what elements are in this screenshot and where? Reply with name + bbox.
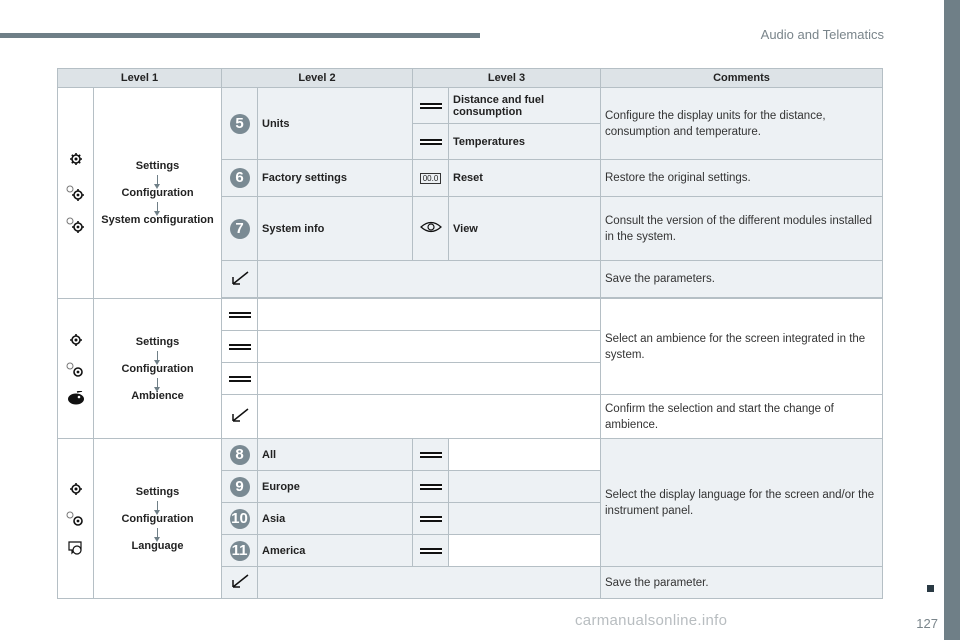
number-badge: 11 [230,541,250,561]
menu-bar-icon [420,139,442,145]
comment-factory: Restore the original settings. [601,160,883,197]
level3-distance: Distance and fuel consumption [449,88,601,124]
comment-units: Configure the display units for the distance, consumption and temperature. [601,88,883,160]
level1-path [94,439,222,599]
top-bar [0,33,480,38]
col-level2: Level 2 [222,69,413,88]
down-arrow-icon [157,351,158,361]
path-settings: Settings [135,485,180,498]
eye-icon [420,220,442,234]
col-level1: Level 1 [58,69,222,88]
double-gear-icon [65,510,87,528]
path-configuration: Configuration [121,187,194,199]
level1-icons [58,299,94,439]
page-number: 127 [916,616,938,631]
number-badge: 5 [230,114,250,134]
table-row [58,439,883,471]
gear-icon [69,152,83,166]
menu-bar-icon [420,516,442,522]
path-settings: Settings [135,335,180,348]
level1-path [94,88,222,299]
comment-confirm: Confirm the selection and start the change of ambience. [601,395,883,439]
level2-system-info: System info [258,197,413,261]
level3-temperatures: Temperatures [449,124,601,160]
path-configuration: Configuration [121,512,194,525]
number-badge: 9 [230,477,250,497]
menu-bar-icon [420,548,442,554]
double-gear-icon [65,361,87,379]
table-row [58,88,883,124]
path-ambience: Ambience [131,389,184,402]
col-level3: Level 3 [413,69,601,88]
level3-reset: Reset [449,160,601,197]
side-bar [944,0,960,640]
settings-table [57,68,883,599]
table-row [58,299,883,331]
level2-units: Units [258,88,413,160]
reset-icon: 00.0 [420,173,442,184]
comment-save-parameter: Save the parameter. [601,567,883,599]
double-gear-icon [65,216,87,234]
level3-view: View [449,197,601,261]
chapter-title: Audio and Telematics [760,27,884,42]
number-badge: 7 [230,219,250,239]
path-settings: Settings [135,160,180,172]
comment-language: Select the display language for the screen and/or the instrument panel. [601,439,883,567]
menu-bar-icon [229,344,251,350]
end-marker [927,585,934,592]
path-configuration: Configuration [121,362,194,375]
level2-asia: Asia [258,503,413,535]
number-badge: 10 [231,509,248,527]
menu-bar-icon [229,376,251,382]
comment-system-info: Consult the version of the different modules installed in the system. [601,197,883,261]
level1-icons [58,88,94,299]
level2-europe: Europe [258,471,413,503]
path-system-configuration: System configuration [101,214,214,226]
back-arrow-icon [230,270,250,286]
watermark: carmanualsonline.info [575,612,728,629]
gear-icon [69,482,83,496]
comment-save: Save the parameters. [601,261,883,298]
language-icon [67,540,85,556]
down-arrow-icon [157,175,158,185]
level2-america: America [258,535,413,567]
col-comments: Comments [601,69,883,88]
palette-icon [67,391,85,405]
down-arrow-icon [157,501,158,511]
level1-path [94,299,222,439]
comment-ambience: Select an ambience for the screen integrated in the system. [601,299,883,395]
menu-bar-icon [420,103,442,109]
menu-bar-icon [420,452,442,458]
level1-icons [58,439,94,599]
double-gear-icon [65,184,87,202]
gear-icon [69,333,83,347]
back-arrow-icon [230,407,250,423]
down-arrow-icon [157,528,158,538]
level2-all: All [258,439,413,471]
down-arrow-icon [157,202,158,212]
back-arrow-icon [230,573,250,589]
menu-bar-icon [420,484,442,490]
path-language: Language [131,539,184,552]
menu-bar-icon [229,312,251,318]
down-arrow-icon [157,378,158,388]
table-header [58,69,883,88]
number-badge: 6 [230,168,250,188]
number-badge: 8 [230,445,250,465]
level2-factory: Factory settings [258,160,413,197]
